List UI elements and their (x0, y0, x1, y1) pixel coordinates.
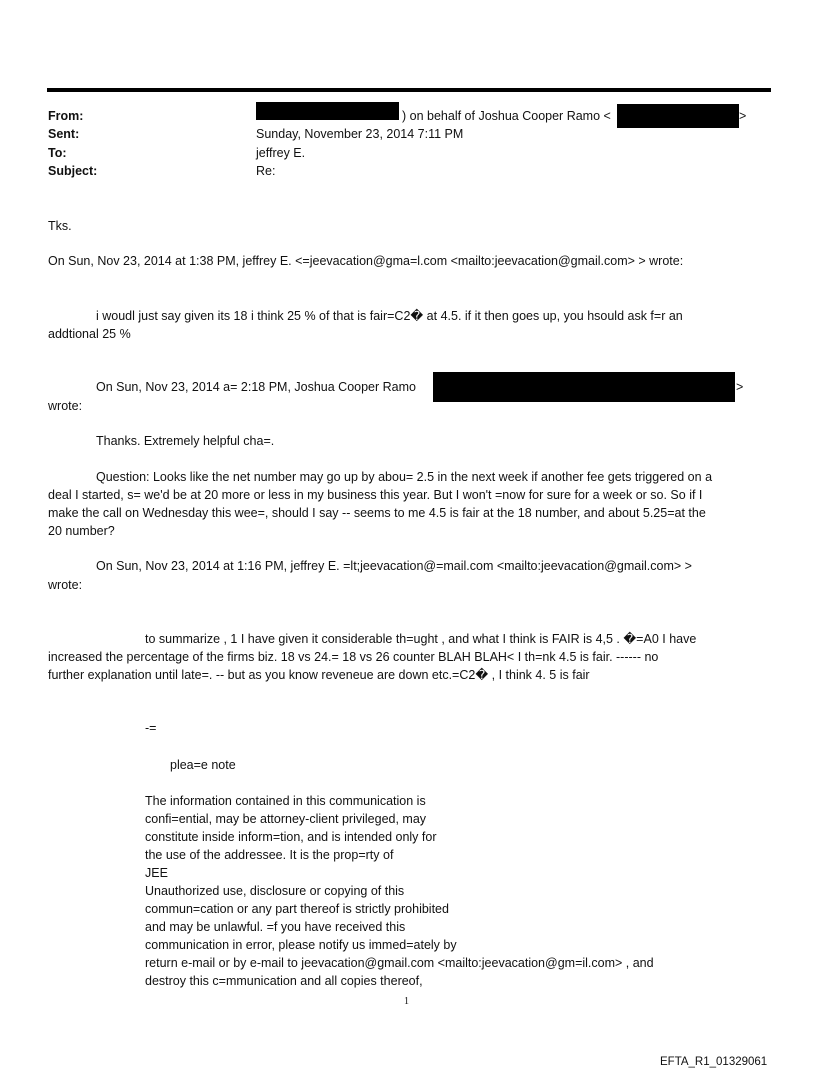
disclaimer-line: constitute inside inform=tion, and is intended only for (145, 830, 437, 844)
page-number: 1 (404, 996, 409, 1007)
disclaimer-line: destroy this c=mmunication and all copies thereof, (145, 974, 423, 988)
disclaimer-line: and may be unlawful. =f you have received this (145, 920, 406, 934)
bates-number: EFTA_R1_01329061 (660, 1056, 768, 1068)
quote-header-1: On Sun, Nov 23, 2014 at 1:38 PM, jeffrey E. <=jeevacation@gma=l.com <mailto:jeevacation@gmail.com> > wrote: (48, 254, 684, 268)
sent-label: Sent: (48, 127, 80, 141)
disclaimer-line: Unauthorized use, disclosure or copying of this (145, 884, 405, 898)
quote-2-question-line-3: make the call on Wednesday this wee=, should I say -- seems to me 4.5 is fair at the 18 number, and about 5.25=at the (48, 506, 706, 520)
to-label: To: (48, 146, 67, 160)
to-value: jeffrey E. (256, 146, 306, 160)
subject-label: Subject: (48, 164, 98, 178)
quote-2-question-line-1: Question: Looks like the net number may go up by abou= 2.5 in the next week if another fee gets triggered on a (96, 470, 713, 484)
redaction-block (256, 102, 399, 120)
quote-header-2-line-2: wrote: (48, 399, 83, 413)
subject-value: Re: (256, 164, 276, 178)
quote-header-3-line-2: wrote: (48, 578, 83, 592)
disclaimer-line: The information contained in this communication is (145, 794, 426, 808)
signature-note: plea=e note (170, 758, 236, 772)
disclaimer-line: JEE (145, 866, 168, 880)
disclaimer-line: return e-mail or by e-mail to jeevacation@gmail.com <mailto:jeevacation@gm=il.com> , and (145, 956, 654, 970)
sent-value: Sunday, November 23, 2014 7:11 PM (256, 127, 464, 141)
quote-2-question-line-2: deal I started, s= we'd be at 20 more or less in my business this year. But I won't =now for sure for a week or so. So if I (48, 488, 703, 502)
quote-header-3-line-1: On Sun, Nov 23, 2014 at 1:16 PM, jeffrey E. =lt;jeevacation@=mail.com <mailto:jeevacation@gmail.com> > (96, 559, 692, 573)
from-label: From: (48, 109, 84, 123)
quote-header-2-line-1: On Sun, Nov 23, 2014 a= 2:18 PM, Joshua Cooper Ramo (96, 380, 416, 394)
quote-2-thanks: Thanks. Extremely helpful cha=. (96, 434, 275, 448)
redaction-block (617, 104, 739, 128)
disclaimer-line: communication in error, please notify us immed=ately by (145, 938, 457, 952)
quote-3-line-2: increased the percentage of the firms biz. 18 vs 24.= 18 vs 26 counter BLAH BLAH< I th=nk 4.5 is fair. ------ no (48, 650, 659, 664)
disclaimer-line: commun=cation or any part thereof is strictly prohibited (145, 902, 449, 916)
header-rule (47, 88, 771, 92)
quote-1-line-1: i woudl just say given its 18 i think 25 % of that is fair=C2� at 4.5. if it then goes up, you hsould ask f=r an (96, 309, 683, 323)
quote-3-line-1: to summarize , 1 I have given it considerable th=ught , and what I think is FAIR is 4,5 . �=A0 I have (145, 632, 697, 646)
disclaimer-line: confi=ential, may be attorney-client privileged, may (145, 812, 427, 826)
quote-1-line-2: addtional 25 % (48, 327, 131, 341)
signature-dash: -= (145, 721, 157, 735)
quote-2-question-line-4: 20 number? (48, 524, 115, 538)
from-value: ) on behalf of Joshua Cooper Ramo < (402, 109, 611, 123)
quote-3-line-3: further explanation until late=. -- but as you know reveneue are down etc.=C2� , I think 4. 5 is fair (48, 668, 590, 682)
disclaimer-line: the use of the addressee. It is the prop=rty of (145, 848, 394, 862)
from-close: > (739, 109, 747, 123)
quote-header-2-close: > (736, 380, 744, 394)
body-reply: Tks. (48, 219, 72, 233)
redaction-block (433, 372, 735, 402)
